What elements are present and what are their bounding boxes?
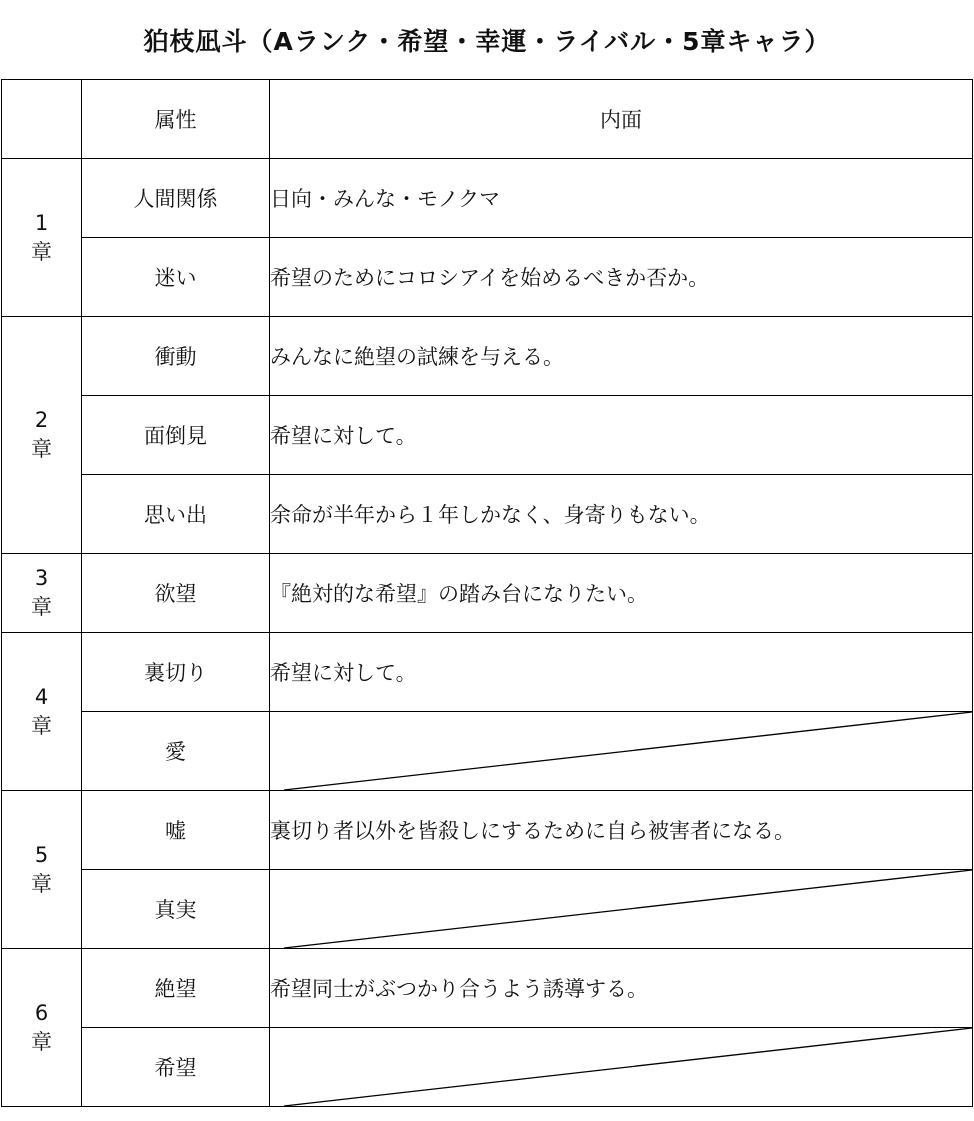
- character-sheet-table: [1, 79, 973, 1107]
- header-row: [2, 80, 973, 159]
- empty-inner-cell: [270, 1028, 973, 1107]
- attribute-cell: 希望: [82, 1028, 270, 1107]
- inner-cell: 余命が半年から１年しかなく、身寄りもない。: [270, 475, 973, 554]
- attribute-cell: 面倒見: [82, 396, 270, 475]
- attribute-cell: 真実: [82, 870, 270, 949]
- chapter-label: 章: [31, 713, 52, 738]
- table-row: [2, 1028, 973, 1107]
- inner-cell: みんなに絶望の試練を与える。: [270, 317, 973, 396]
- diagonal-slash-line: [270, 870, 972, 948]
- table-row: [2, 949, 973, 1028]
- chapter-cell-4: [2, 633, 82, 791]
- diagonal-slash-line: [270, 1028, 972, 1106]
- chapter-cell-1: [2, 159, 82, 317]
- inner-cell: 希望に対して。: [270, 396, 973, 475]
- table-row: [2, 712, 973, 791]
- empty-inner-cell: [270, 870, 973, 949]
- empty-inner-cell: [270, 712, 973, 791]
- chapter-label: 章: [31, 239, 52, 264]
- inner-cell: 日向・みんな・モノクマ: [270, 159, 973, 238]
- chapter-number: 2: [34, 408, 49, 432]
- header-chapter-cell: [2, 80, 82, 159]
- inner-cell: 『絶対的な希望』の踏み台になりたい。: [270, 554, 973, 633]
- table-row: [2, 396, 973, 475]
- inner-cell: 希望同士がぶつかり合うよう誘導する。: [270, 949, 973, 1028]
- inner-cell: 裏切り者以外を皆殺しにするために自ら被害者になる。: [270, 791, 973, 870]
- attribute-cell: 嘘: [82, 791, 270, 870]
- table-row: [2, 159, 973, 238]
- table-row: [2, 554, 973, 633]
- attribute-cell: 絶望: [82, 949, 270, 1028]
- chapter-cell-3: [2, 554, 82, 633]
- table-row: [2, 238, 973, 317]
- chapter-number: 6: [34, 1000, 49, 1025]
- chapter-label: 章: [31, 595, 52, 619]
- inner-cell: 希望に対して。: [270, 633, 973, 712]
- attribute-cell: 人間関係: [82, 159, 270, 238]
- table-row: [2, 633, 973, 712]
- attribute-cell: 迷い: [82, 238, 270, 317]
- attribute-cell: 衝動: [82, 317, 270, 396]
- attribute-cell: 愛: [82, 712, 270, 791]
- header-attribute-cell: 属性: [82, 80, 270, 159]
- chapter-label: 章: [31, 437, 52, 461]
- table-row: [2, 475, 973, 554]
- chapter-number: 5: [34, 842, 49, 867]
- table-row: [2, 791, 973, 870]
- diagonal-slash-line: [270, 712, 972, 790]
- attribute-cell: 欲望: [82, 554, 270, 633]
- page-title: 狛枝凪斗（Aランク・希望・幸運・ライバル・5章キャラ）: [143, 27, 831, 56]
- attribute-cell: 裏切り: [82, 633, 270, 712]
- chapter-number: 3: [34, 566, 49, 590]
- chapter-cell-2: [2, 317, 82, 554]
- attribute-cell: 思い出: [82, 475, 270, 554]
- header-inner-cell: 内面: [270, 80, 973, 159]
- table-row: [2, 317, 973, 396]
- inner-cell: 希望のためにコロシアイを始めるべきか否か。: [270, 238, 973, 317]
- chapter-number: 4: [34, 684, 49, 709]
- chapter-label: 章: [31, 1029, 52, 1054]
- table-row: [2, 870, 973, 949]
- chapter-label: 章: [31, 871, 52, 896]
- chapter-cell-6: [2, 949, 82, 1107]
- chapter-cell-5: [2, 791, 82, 949]
- chapter-number: 1: [34, 210, 49, 235]
